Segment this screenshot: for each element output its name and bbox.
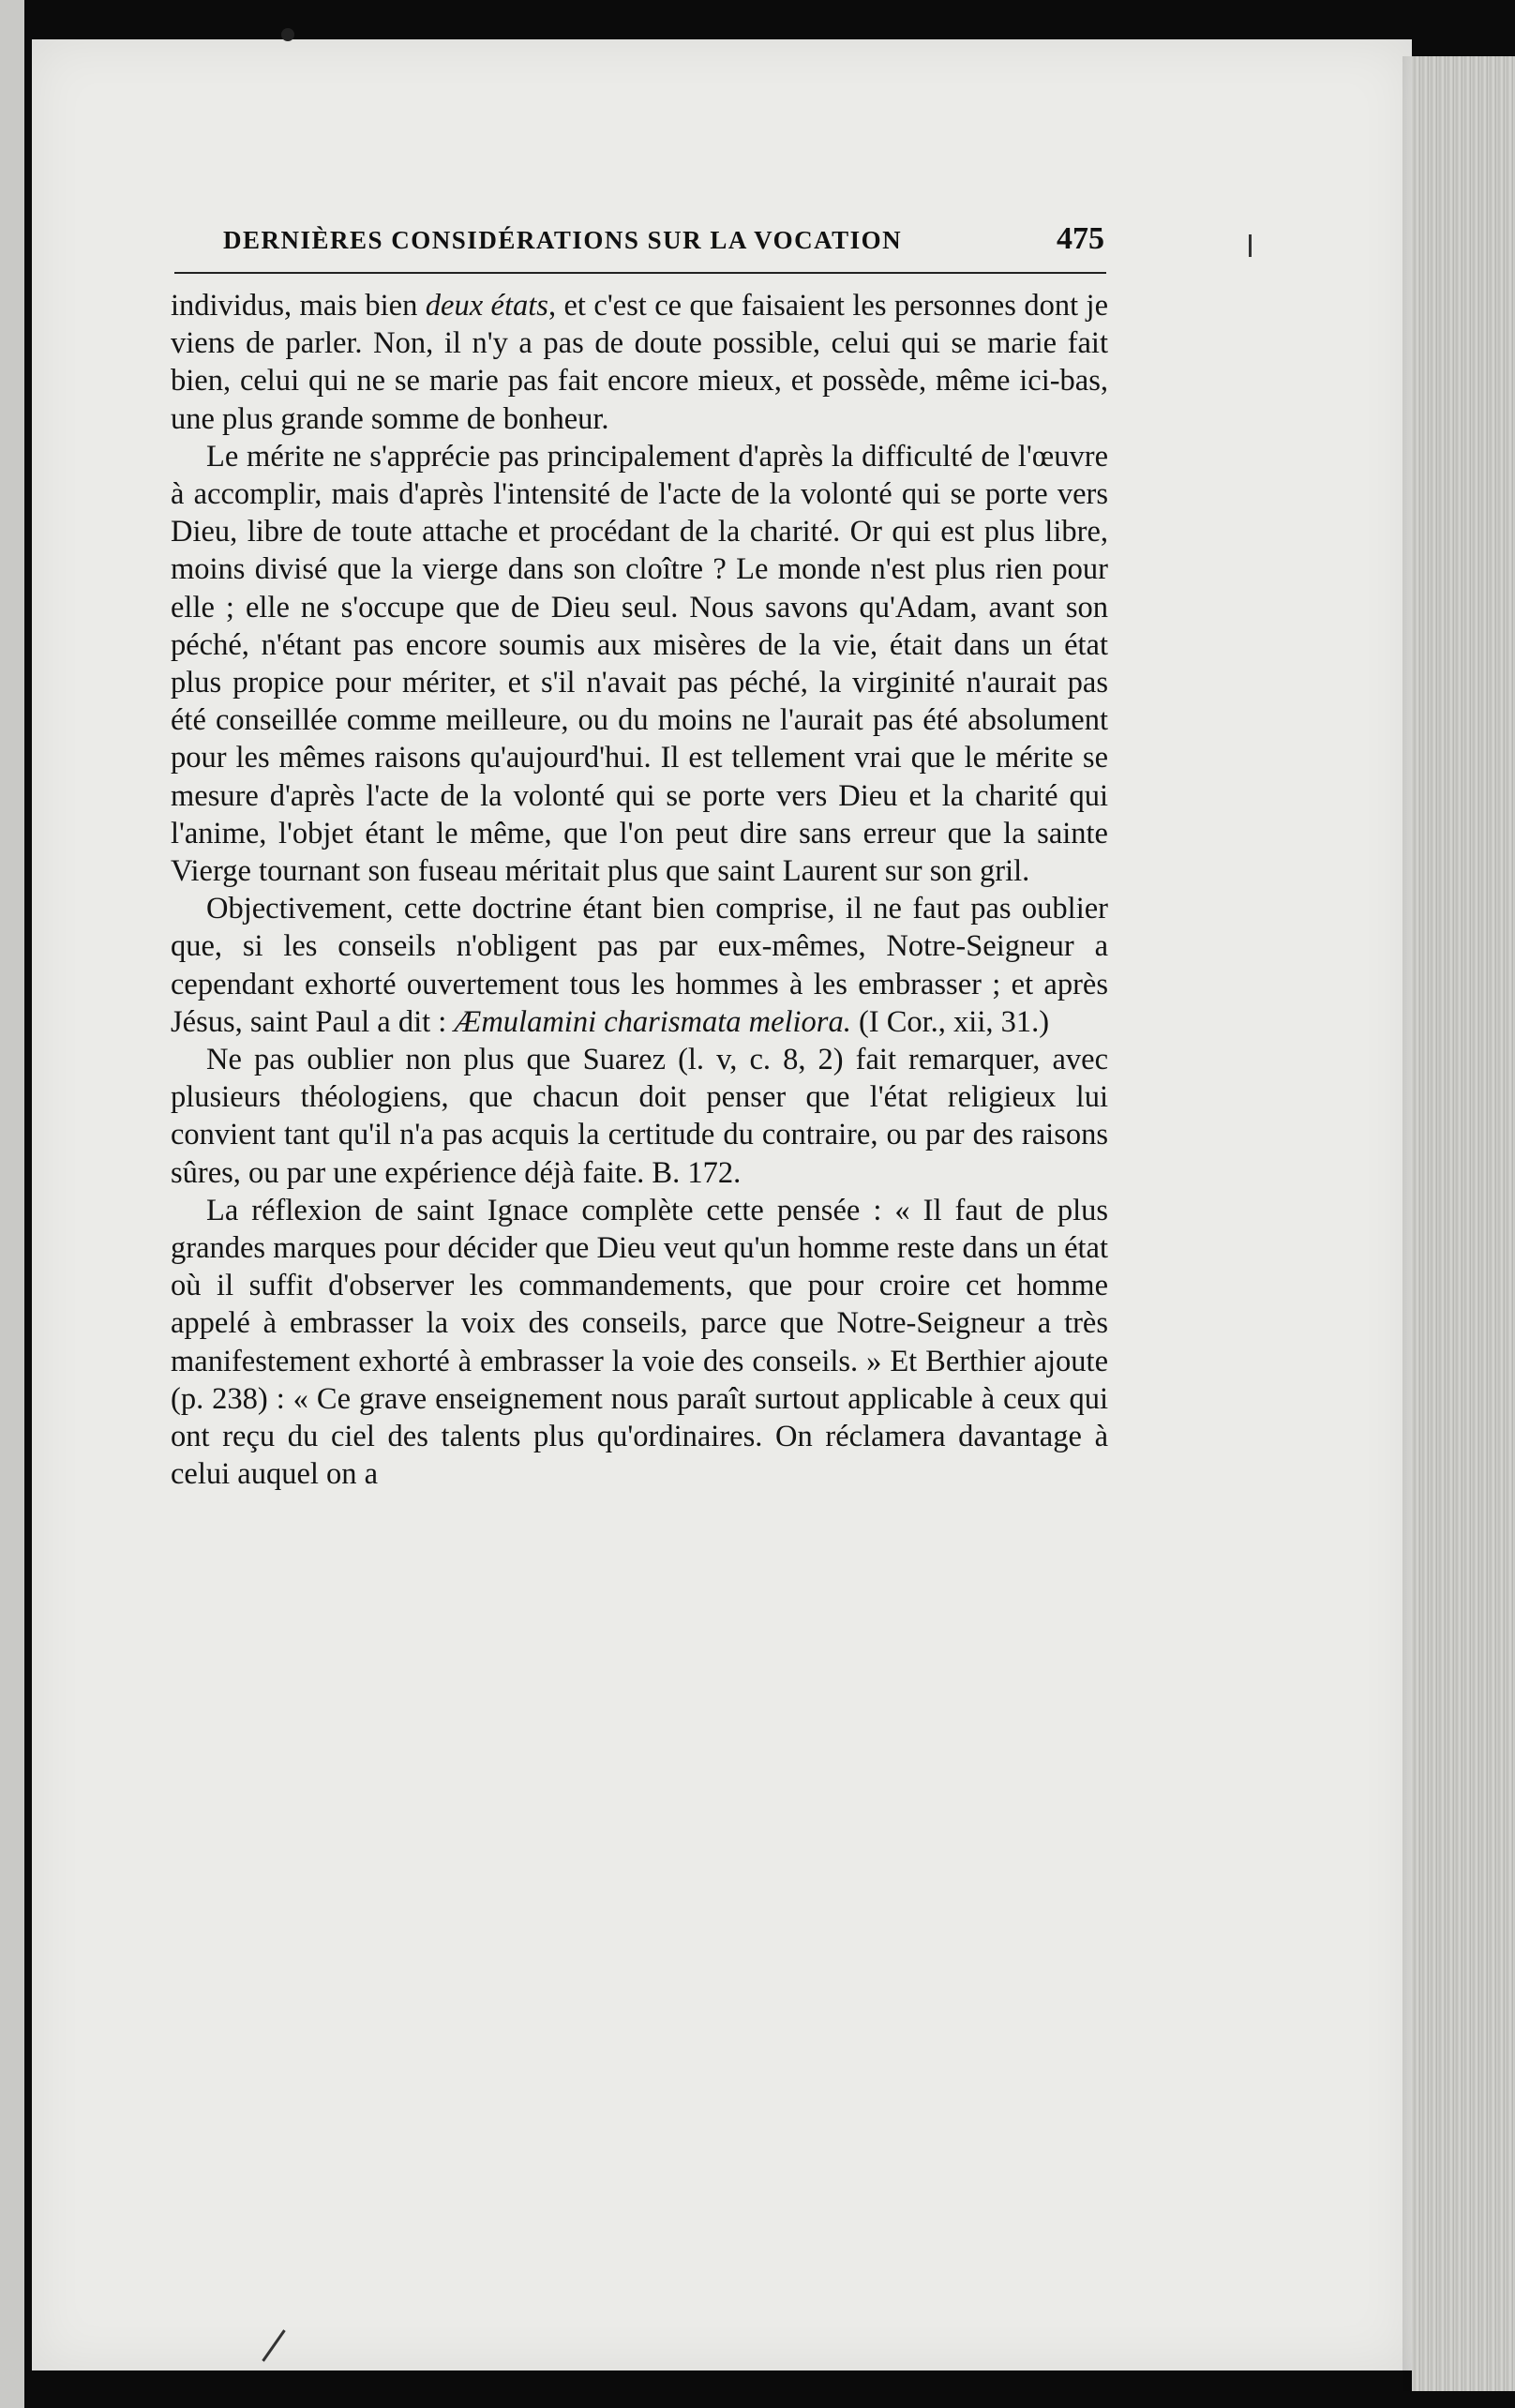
page-header <box>223 221 1104 274</box>
page-number: 475 <box>1057 221 1104 256</box>
paragraph-1 <box>171 287 1108 438</box>
header-rule <box>174 272 1106 274</box>
book-page-edges <box>1412 56 1515 2391</box>
paragraph-3-italic: Æmulamini charismata meliora. <box>454 1004 851 1039</box>
paragraph-1-rest: , et c'est ce que faisaient les personnes dont je viens de parler. Non, il n'y a pas de doute possible, celui qui se marie fait bien, celui qui ne se marie pas fait encore mieux, et possède, même ici-bas, une plus grande somme de bonheur. <box>171 289 1108 436</box>
body-text <box>171 287 1108 1494</box>
paragraph-3 <box>171 890 1108 1041</box>
paragraph-3-citation: (I Cor., xii, 31.) <box>850 1004 1050 1039</box>
paragraph-1-italic: deux états <box>425 289 548 323</box>
facing-page-edge <box>0 0 24 2408</box>
ink-mark <box>281 28 294 41</box>
paragraph-5: La réflexion de saint Ignace complète cette pensée : « Il faut de plus grandes marques pour décider que Dieu veut qu'un homme reste dans un état où il suffit d'observer les commandements, que pour croire cet homme appelé à embrasser la voix des conseils, parce que Notre-Seigneur a très manifestement exhorté à embrasser la voie des conseils. » Et Berthier ajoute (p. 238) : « Ce grave enseignement nous paraît surtout applicable à ceux qui ont reçu du ciel des talents plus qu'ordinaires. On réclamera davantage à celui auquel on a <box>171 1193 1108 1492</box>
paragraph-3-text: Objectivement, cette doctrine étant bien comprise, il ne faut pas oublier que, si les conseils n'obligent pas par eux-mêmes, Notre-Seigneur a cependant exhorté ouvertement tous les hommes à les embrasser ; et après Jésus, saint Paul a dit : <box>171 892 1108 1039</box>
paragraph-1-text: individus, mais bien <box>171 289 426 323</box>
running-head: DERNIÈRES CONSIDÉRATIONS SUR LA VOCATION <box>223 226 903 254</box>
margin-tick <box>1249 234 1252 257</box>
paragraph-4: Ne pas oublier non plus que Suarez (l. v, c. 8, 2) fait remarquer, avec plusieurs théologiens, que chacun doit penser que l'état religieux lui convient tant qu'il n'a pas acquis la certitude du contraire, ou par des raisons sûres, ou par une expérience déjà faite. B. 172. <box>171 1043 1108 1190</box>
paragraph-2: Le mérite ne s'apprécie pas principalement d'après la difficulté de l'œuvre à accomplir, mais d'après l'intensité de l'acte de la volonté qui se porte vers Dieu, libre de toute attache et procédant de la charité. Or qui est plus libre, moins divisé que la vierge dans son cloître ? Le monde n'est plus rien pour elle ; elle ne s'occupe que de Dieu seul. Nous savons qu'Adam, avant son péché, n'étant pas encore soumis aux misères de la vie, était dans un état plus propice pour mériter, et s'il n'avait pas péché, la virginité n'aurait pas été conseillée comme meilleure, ou du moins ne l'aurait pas été absolument pour les mêmes raisons qu'aujourd'hui. Il est tellement vrai que le mérite se mesure d'après l'acte de la volonté qui se porte vers Dieu et la charité qui l'anime, l'objet étant le même, que l'on peut dire sans erreur que la sainte Vierge tournant son fuseau méritait plus que saint Laurent sur son gril. <box>171 439 1108 889</box>
